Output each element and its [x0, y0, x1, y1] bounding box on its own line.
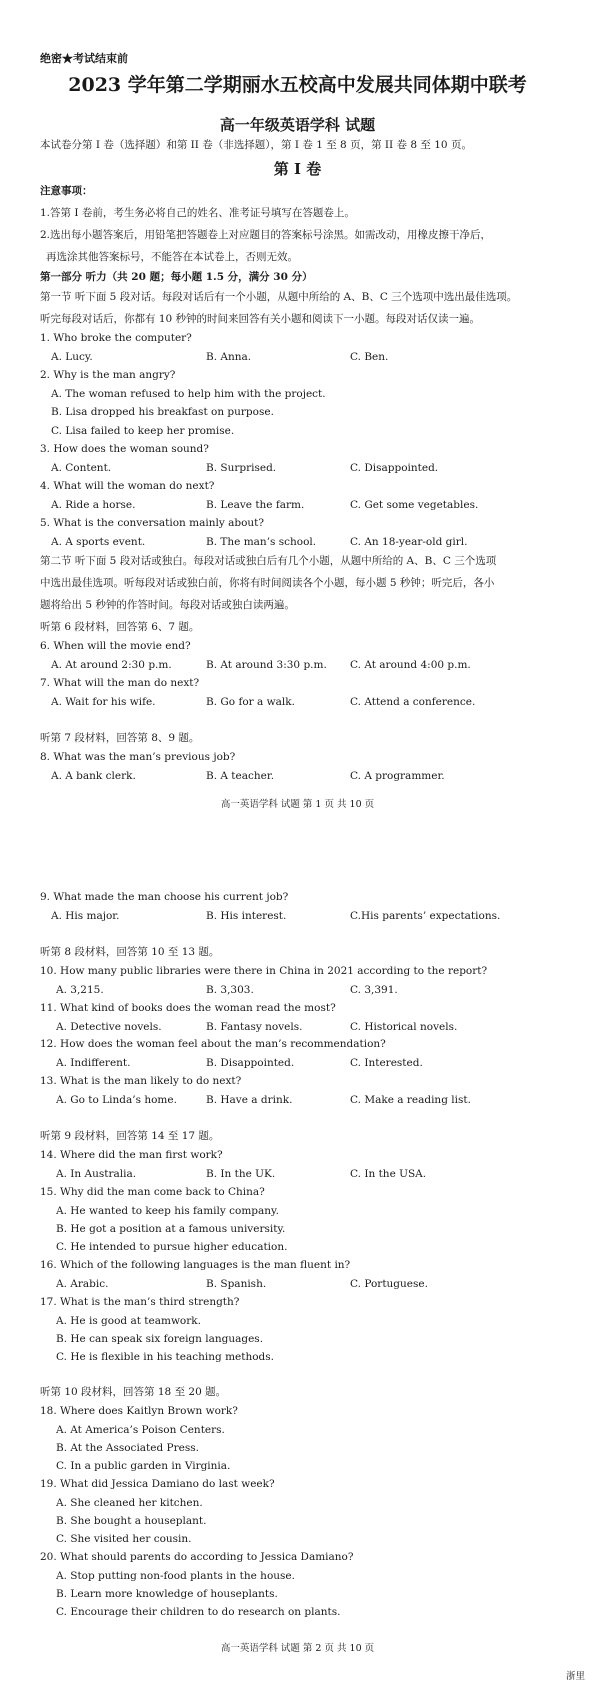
material-6: 听第 6 段材料，回答第 6、7 题。	[40, 621, 200, 633]
option-b: B. She bought a houseplant.	[56, 1515, 207, 1527]
option-c: C. Disappointed.	[350, 462, 439, 474]
option-c: C. He intended to pursue higher education.	[56, 1241, 288, 1253]
option-c: C. An 18-year-old girl.	[350, 536, 468, 548]
option-b: B. 3,303.	[206, 984, 254, 996]
question: 9. What made the man choose his current job?	[40, 891, 289, 903]
option-a: A. A bank clerk.	[51, 770, 136, 782]
material-10: 听第 10 段材料，回答第 18 至 20 题。	[40, 1386, 227, 1398]
corner-mark: 浙里	[565, 1671, 585, 1682]
question: 13. What is the man likely to do next?	[40, 1075, 242, 1087]
option-b: B. Have a drink.	[206, 1094, 293, 1106]
option-a: A. Indifferent.	[56, 1057, 131, 1069]
section2-text: 第二节 听下面 5 段对话或独白。每段对话或独白后有几个小题，从题中所给的 A、B、C 三个选项	[40, 555, 497, 567]
question: 2. Why is the man angry?	[40, 369, 176, 381]
option-c: C. Encourage their children to do research on plants.	[56, 1606, 341, 1618]
option-b: B. He can speak six foreign languages.	[56, 1333, 264, 1345]
option-c: C. Get some vegetables.	[350, 499, 479, 511]
option-b: B. Go for a walk.	[206, 696, 295, 708]
question: 11. What kind of books does the woman read the most?	[40, 1002, 336, 1014]
question: 4. What will the woman do next?	[40, 480, 215, 492]
section2-text: 中选出最佳选项。听每段对话或独白前，你将有时间阅读各个小题，每小题 5 秒钟；听完后，各小	[40, 577, 495, 589]
option-b: B. He got a position at a famous university.	[56, 1223, 286, 1235]
question: 8. What was the man’s previous job?	[40, 751, 236, 763]
page-footer: 高一英语学科 试题 第 1 页 共 10 页	[220, 799, 375, 810]
part1-heading: 第一部分 听力（共 20 题；每小题 1.5 分，满分 30 分）	[40, 271, 313, 283]
option-a: A. Detective novels.	[56, 1021, 162, 1033]
option-a: A. His major.	[51, 910, 120, 922]
option-b: B. At the Associated Press.	[56, 1442, 199, 1454]
option-c: C.His parents’ expectations.	[350, 910, 501, 922]
option-a: A. He is good at teamwork.	[56, 1315, 201, 1327]
question: 20. What should parents do according to Jessica Damiano?	[40, 1551, 354, 1563]
option-b: B. Learn more knowledge of houseplants.	[56, 1588, 278, 1600]
option-c: C. Make a reading list.	[350, 1094, 471, 1106]
option-c: C. Interested.	[350, 1057, 423, 1069]
question: 10. How many public libraries were there in China in 2021 according to the report?	[40, 965, 488, 977]
question: 3. How does the woman sound?	[40, 443, 209, 455]
question: 7. What will the man do next?	[40, 677, 200, 689]
material-7: 听第 7 段材料，回答第 8、9 题。	[40, 732, 200, 744]
option-c: C. She visited her cousin.	[56, 1533, 192, 1545]
option-c: C. 3,391.	[350, 984, 398, 996]
section2-text: 题将给出 5 秒钟的作答时间。每段对话或独白读两遍。	[40, 599, 295, 611]
note-item: 2.选出每小题答案后，用铅笔把答题卷上对应题目的答案标号涂黑。如需改动，用橡皮擦干净后，	[40, 229, 492, 241]
question: 17. What is the man’s third strength?	[40, 1296, 240, 1308]
option-c: C. Portuguese.	[350, 1278, 428, 1290]
note-item: 再选涂其他答案标号，不能答在本试卷上，否则无效。	[46, 251, 298, 263]
question: 6. When will the movie end?	[40, 640, 191, 652]
confidential-mark: 绝密★考试结束前	[40, 52, 128, 65]
section1-text: 听完每段对话后，你都有 10 秒钟的时间来回答有关小题和阅读下一小题。每段对话仅读一遍。	[40, 313, 481, 325]
option-b: B. A teacher.	[206, 770, 275, 782]
option-c: C. Historical novels.	[350, 1021, 458, 1033]
option-a: A. He wanted to keep his family company.	[56, 1205, 279, 1217]
section1-text: 第一节 听下面 5 段对话。每段对话后有一个小题，从题中所给的 A、B、C 三个选项中选出最佳选项。	[40, 291, 518, 303]
question: 14. Where did the man first work?	[40, 1149, 223, 1161]
option-a: A. Stop putting non-food plants in the house.	[56, 1570, 295, 1582]
option-a: A. Go to Linda’s home.	[56, 1094, 177, 1106]
option-c: C. He is flexible in his teaching methods.	[56, 1351, 274, 1363]
option-b: B. His interest.	[206, 910, 287, 922]
option-b: B. In the UK.	[206, 1168, 276, 1180]
exam-subtitle: 高一年级英语学科 试题	[219, 116, 376, 134]
option-a: A. Lucy.	[51, 351, 93, 363]
option-b: B. Anna.	[206, 351, 252, 363]
option-a: A. She cleaned her kitchen.	[56, 1497, 203, 1509]
option-a: A. A sports event.	[51, 536, 146, 548]
option-c: C. In a public garden in Virginia.	[56, 1460, 231, 1472]
material-8: 听第 8 段材料，回答第 10 至 13 题。	[40, 946, 220, 958]
note-item: 1.答第 I 卷前，考生务必将自己的姓名、准考证号填写在答题卷上。	[40, 207, 355, 219]
option-a: A. Content.	[51, 462, 112, 474]
option-a: A. The woman refused to help him with the project.	[51, 388, 326, 400]
option-a: A. In Australia.	[56, 1168, 137, 1180]
option-c: C. In the USA.	[350, 1168, 427, 1180]
option-c: C. Attend a conference.	[350, 696, 476, 708]
option-c: C. Ben.	[350, 351, 389, 363]
option-a: A. Ride a horse.	[51, 499, 136, 511]
exam-title: 2023 学年第二学期丽水五校高中发展共同体期中联考	[68, 74, 527, 96]
option-a: A. Wait for his wife.	[51, 696, 156, 708]
option-a: A. At America’s Poison Centers.	[56, 1424, 225, 1436]
option-b: B. Fantasy novels.	[206, 1021, 303, 1033]
option-c: C. A programmer.	[350, 770, 445, 782]
option-b: B. Surprised.	[206, 462, 277, 474]
question: 19. What did Jessica Damiano do last week?	[40, 1478, 275, 1490]
option-b: B. At around 3:30 p.m.	[206, 659, 327, 671]
exam-info: 本试卷分第 I 卷（选择题）和第 II 卷（非选择题），第 I 卷 1 至 8 页，第 II 卷 8 至 10 页。	[40, 139, 472, 151]
page-footer: 高一英语学科 试题 第 2 页 共 10 页	[220, 1643, 375, 1654]
volume-heading: 第 I 卷	[273, 160, 322, 178]
question: 15. Why did the man come back to China?	[40, 1186, 265, 1198]
question: 5. What is the conversation mainly about?	[40, 517, 265, 529]
question: 18. Where does Kaitlyn Brown work?	[40, 1405, 238, 1417]
option-a: A. Arabic.	[56, 1278, 109, 1290]
option-b: B. Lisa dropped his breakfast on purpose.	[51, 406, 274, 418]
option-b: B. The man’s school.	[206, 536, 317, 548]
option-b: B. Disappointed.	[206, 1057, 295, 1069]
option-b: B. Leave the farm.	[206, 499, 305, 511]
option-c: C. At around 4:00 p.m.	[350, 659, 471, 671]
question: 1. Who broke the computer?	[40, 332, 192, 344]
question: 12. How does the woman feel about the man’s recommendation?	[40, 1038, 386, 1050]
option-a: A. At around 2:30 p.m.	[51, 659, 172, 671]
notes-heading: 注意事项：	[40, 185, 93, 197]
material-9: 听第 9 段材料，回答第 14 至 17 题。	[40, 1130, 220, 1142]
option-a: A. 3,215.	[56, 984, 104, 996]
question: 16. Which of the following languages is the man fluent in?	[40, 1259, 351, 1271]
option-c: C. Lisa failed to keep her promise.	[51, 425, 235, 437]
option-b: B. Spanish.	[206, 1278, 267, 1290]
